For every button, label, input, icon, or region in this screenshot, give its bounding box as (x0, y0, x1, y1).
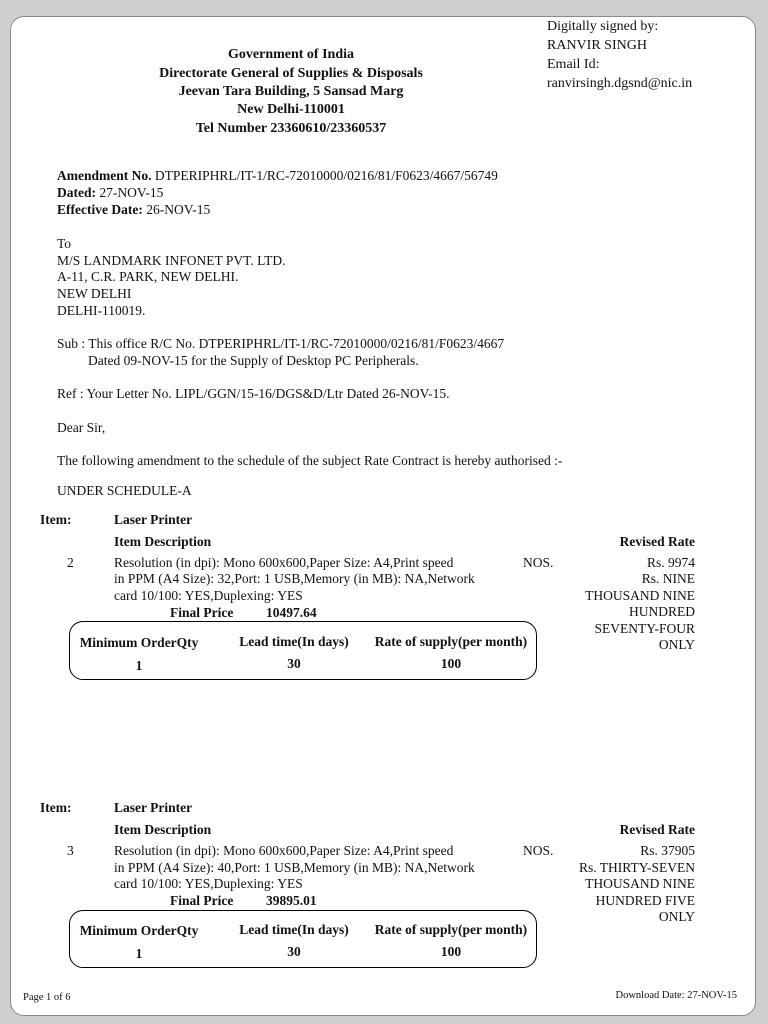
header-line-3: Jeevan Tara Building, 5 Sansad Marg (178, 84, 404, 99)
final-price-value: 10497.64 (266, 605, 317, 620)
min-order-qty-value: 1 (135, 658, 143, 673)
page-number: Page 1 of 6 (23, 992, 71, 1003)
item-description-line-3: card 10/100: YES,Duplexing: YES (114, 876, 303, 891)
revised-rate-line-4: HUNDRED (629, 604, 695, 619)
rate-of-supply-value: 100 (440, 944, 462, 959)
digital-signature (547, 17, 692, 93)
lead-time-label: Lead time(In days) (239, 634, 349, 649)
revised-rate-header: Revised Rate (619, 822, 695, 837)
item-unit: NOS. (523, 843, 554, 858)
lead-time-value: 30 (287, 944, 301, 959)
header-line-5: Tel Number 23360610/23360537 (195, 121, 387, 136)
revised-rate-line-5: ONLY (658, 909, 695, 924)
item-description-line-1: Resolution (in dpi): Mono 600x600,Paper Size: A4,Print speed (114, 843, 454, 858)
subject-line-2: Dated 09-NOV-15 for the Supply of Desktop PC Peripherals. (88, 353, 419, 368)
rate-of-supply-label: Rate of supply(per month) (374, 634, 528, 649)
address-line-2: A-11, C.R. PARK, NEW DELHI. (57, 269, 239, 284)
item-label: Item: (40, 800, 72, 815)
signature-name: RANVIR SINGH (547, 38, 647, 53)
download-date: Download Date: 27-NOV-15 (615, 990, 737, 1001)
item-name: Laser Printer (114, 512, 193, 527)
revised-rate-line-1: Rs. 37905 (640, 843, 695, 858)
order-terms-box (69, 621, 537, 680)
order-terms-box (69, 910, 537, 968)
final-price-label: Final Price (170, 605, 234, 620)
revised-rate-line-6: ONLY (658, 637, 695, 652)
item-description-line-2: in PPM (A4 Size): 40,Port: 1 USB,Memory (in MB): NA,Network (114, 860, 475, 875)
amendment-number-value: DTPERIPHRL/IT-1/RC-72010000/0216/81/F0623/4667/56749 (151, 168, 498, 183)
lead-time-value: 30 (287, 656, 301, 671)
final-price-value: 39895.01 (266, 893, 317, 908)
amendment-number-label: Amendment No. (57, 168, 152, 183)
revised-rate-line-3: THOUSAND NINE (585, 876, 695, 891)
lead-time-label: Lead time(In days) (239, 922, 349, 937)
min-order-qty-label: Minimum OrderQty (79, 635, 199, 650)
revised-rate-line-2: Rs. NINE (641, 571, 695, 586)
address-to: To (57, 236, 72, 251)
revised-rate-line-1: Rs. 9974 (646, 555, 695, 570)
salutation: Dear Sir, (57, 420, 106, 435)
signature-email: ranvirsingh.dgsnd@nic.in (547, 76, 693, 91)
item-description-line-2: in PPM (A4 Size): 32,Port: 1 USB,Memory (in MB): NA,Network (114, 571, 475, 586)
dated-label: Dated: (57, 185, 96, 200)
effective-date-label: Effective Date: (57, 202, 143, 217)
item-label: Item: (40, 512, 72, 527)
effective-date-value: 26-NOV-15 (142, 202, 211, 217)
item-description-header: Item Description (114, 822, 212, 837)
item-description-line-3: card 10/100: YES,Duplexing: YES (114, 588, 303, 603)
final-price-label: Final Price (170, 893, 234, 908)
address-line-3: NEW DELHI (57, 286, 132, 301)
subject-line-1: Sub : This office R/C No. DTPERIPHRL/IT-1/RC-72010000/0216/81/F0623/4667 (57, 336, 505, 351)
header-line-4: New Delhi-110001 (237, 102, 345, 117)
intro-text: The following amendment to the schedule of the subject Rate Contract is hereby authorised :- (57, 453, 563, 468)
revised-rate-line-5: SEVENTY-FOUR (594, 621, 695, 636)
item-number: 3 (67, 843, 74, 858)
rate-of-supply-label: Rate of supply(per month) (374, 922, 528, 937)
document-page (10, 16, 756, 1016)
item-name: Laser Printer (114, 800, 193, 815)
amendment-effective-date (57, 202, 210, 219)
dated-value: 27-NOV-15 (96, 185, 164, 200)
item-number: 2 (67, 555, 74, 570)
signature-line-1: Digitally signed by: (547, 19, 659, 34)
revised-rate-header: Revised Rate (619, 534, 695, 549)
min-order-qty-label: Minimum OrderQty (79, 923, 199, 938)
amendment-dated (57, 185, 163, 202)
header-line-1: Government of India (228, 47, 354, 62)
reference: Ref : Your Letter No. LIPL/GGN/15-16/DGS&D/Ltr Dated 26-NOV-15. (57, 386, 450, 401)
schedule-heading: UNDER SCHEDULE-A (57, 483, 192, 498)
header-line-2: Directorate General of Supplies & Disposals (159, 66, 423, 81)
item-description-header: Item Description (114, 534, 212, 549)
address-line-1: M/S LANDMARK INFONET PVT. LTD. (57, 253, 286, 268)
revised-rate-line-2: Rs. THIRTY-SEVEN (579, 860, 695, 875)
min-order-qty-value: 1 (135, 946, 143, 961)
rate-of-supply-value: 100 (440, 656, 462, 671)
item-description-line-1: Resolution (in dpi): Mono 600x600,Paper Size: A4,Print speed (114, 555, 454, 570)
address-line-4: DELHI-110019. (57, 303, 146, 318)
revised-rate-line-4: HUNDRED FIVE (595, 893, 695, 908)
signature-line-3: Email Id: (547, 57, 600, 72)
revised-rate-line-3: THOUSAND NINE (585, 588, 695, 603)
amendment-number (57, 168, 498, 185)
item-unit: NOS. (523, 555, 554, 570)
